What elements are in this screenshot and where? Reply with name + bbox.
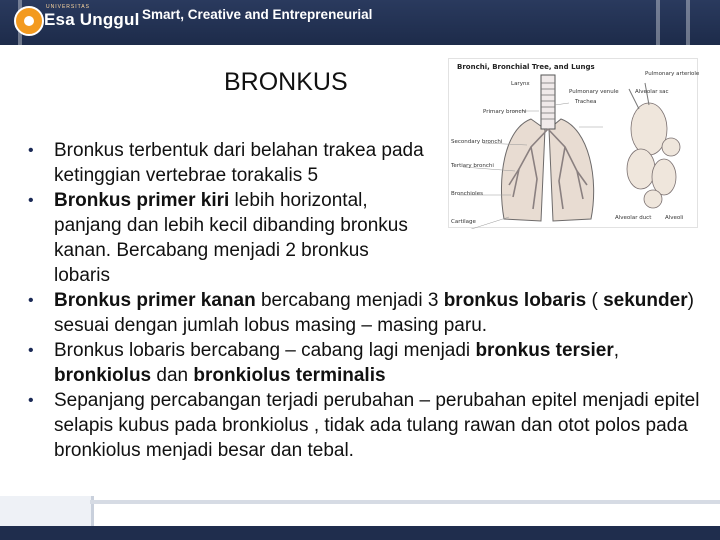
university-logo-icon	[14, 6, 44, 36]
header-tagline: Smart, Creative and Entrepreneurial	[142, 7, 373, 22]
bullet-text: Bronkus lobaris bercabang – cabang lagi menjadi	[54, 340, 476, 361]
header-bar	[0, 0, 720, 45]
bullet-text: ,	[613, 340, 620, 361]
label-secondary-bronchi: Secondary bronchi	[451, 139, 503, 145]
bullet-list	[22, 138, 702, 463]
slide-title: BRONKUS	[224, 68, 348, 96]
bullet-text: Bronkus terbentuk dari belahan trakea pada ketinggian vertebrae torakalis 5	[54, 140, 424, 186]
label-pulmonary-arteriole: Pulmonary arteriole	[645, 71, 700, 77]
label-bronchioles: Bronchioles	[451, 191, 483, 197]
bullet-text: ) sesuai dengan jumlah lobus masing – masing paru.	[54, 290, 694, 336]
label-alveolar-duct: Alveolar duct	[615, 215, 652, 221]
label-trachea: Trachea	[575, 99, 597, 105]
bullet-bold: sekunder	[603, 290, 688, 311]
bullet-item	[22, 388, 702, 463]
bullet-bold: bronkiolus terminalis	[193, 365, 386, 386]
bullet-text: Sepanjang percabangan terjadi perubahan – perubahan epitel menjadi epitel selapis kubus pada bronkiolus , tidak ada tulang rawan dan otot polos pada bronkiolus menjadi besar dan tebal.	[54, 390, 700, 461]
footer-left-panel	[0, 496, 94, 526]
bullet-bold: Bronkus primer kanan	[54, 290, 256, 311]
header-stripe	[686, 0, 690, 45]
bullet-dot-icon: •	[28, 292, 34, 309]
label-alveolar-sac: Alveolar sac	[635, 89, 669, 95]
bullet-bold: bronkiolus	[54, 365, 152, 386]
label-pulmonary-venule: Pulmonary venule	[569, 89, 619, 95]
header-stripe	[656, 0, 660, 45]
bullet-dot-icon: •	[28, 342, 34, 359]
bullet-text: bercabang menjadi 3	[255, 290, 444, 311]
bullet-item	[22, 138, 702, 188]
label-alveoli: Alveoli	[665, 215, 684, 221]
bullet-dot-icon: •	[28, 192, 34, 209]
bullet-item	[22, 288, 702, 338]
bullet-text: lebih horizontal, panjang dan lebih kecil dibanding bronkus kanan. Bercabang menjadi 2 bronkus lobaris	[54, 190, 408, 286]
label-larynx: Larynx	[511, 81, 530, 87]
bullet-dot-icon: •	[28, 142, 34, 159]
bullet-item	[22, 188, 702, 288]
bullet-text: (	[586, 290, 604, 311]
logo-text: Esa Unggul	[44, 10, 140, 29]
bullet-dot-icon: •	[28, 392, 34, 409]
logo-subtitle: UNIVERSITAS	[46, 4, 90, 10]
label-cartilage: Cartilage	[451, 219, 476, 225]
bullet-text: dan	[151, 365, 194, 386]
bullet-item	[22, 338, 702, 388]
label-tertiary-bronchi: Tertiary bronchi	[451, 163, 494, 169]
footer-line	[90, 500, 720, 504]
label-primary-bronchi: Primary bronchi	[483, 109, 527, 115]
bullet-bold: bronkus tersier	[475, 340, 614, 361]
footer-bar	[0, 526, 720, 540]
bullet-text-wrap	[54, 188, 428, 288]
bullet-bold: bronkus lobaris	[443, 290, 587, 311]
figure-title: Bronchi, Bronchial Tree, and Lungs	[457, 63, 595, 71]
bullet-bold: Bronkus primer kiri	[54, 190, 230, 211]
